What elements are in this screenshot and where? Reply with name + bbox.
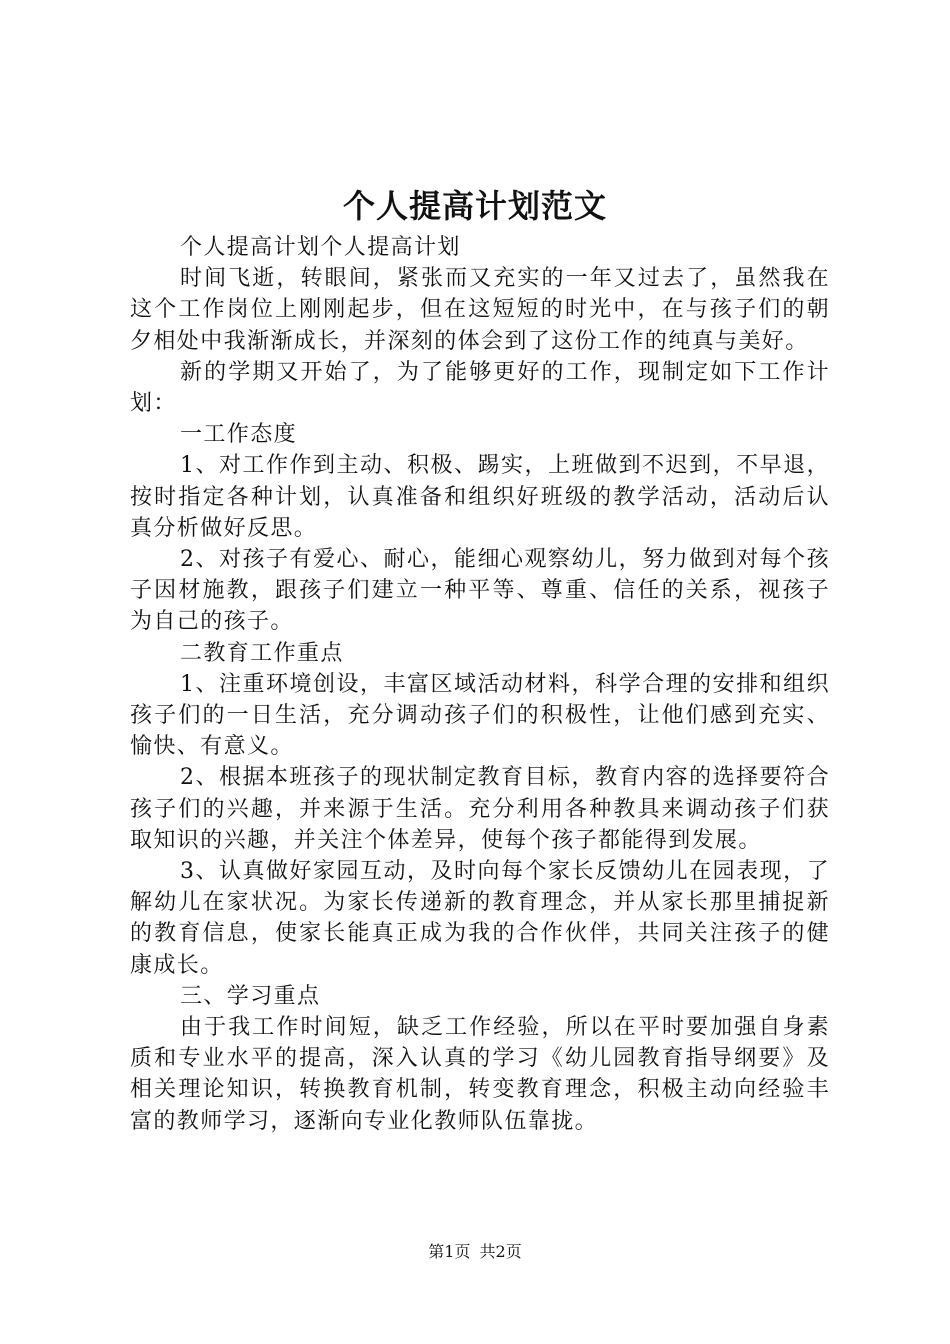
- paragraph-attitude-2: 2、对孩子有爱心、耐心，能细心观察幼儿，努力做到对每个孩子因材施教，跟孩子们建立一种平等、尊重、信任的关系，视孩子为自己的孩子。: [130, 547, 830, 635]
- section-heading-study: 三、学习重点: [180, 983, 321, 1009]
- section-heading-education: 二教育工作重点: [180, 640, 344, 666]
- paragraph-study: 由于我工作时间短，缺乏工作经验，所以在平时要加强自身素质和专业水平的提高，深入认真的学习《幼儿园教育指导纲要》及相关理论知识，转换教育机制，转变教育理念，积极主动向经验丰富的教师学习，逐渐向专业化教师队伍靠拢。: [130, 1015, 830, 1134]
- page-footer: [0, 1241, 950, 1263]
- paragraph-heading-line: 个人提高计划个人提高计划: [180, 235, 461, 260]
- paragraph-plan-intro: 新的学期又开始了，为了能够更好的工作，现制定如下工作计划：: [130, 359, 830, 417]
- paragraph-education-1: 1、注重环境创设，丰富区域活动材料，科学合理的安排和组织孩子们的一日生活，充分调动孩子们的积极性，让他们感到充实、愉快、有意义。: [130, 671, 830, 760]
- paragraph-intro: 时间飞逝，转眼间，紧张而又充实的一年又过去了，虽然我在这个工作岗位上刚刚起步，但在这短短的时光中，在与孩子们的朝夕相处中我渐渐成长，并深刻的体会到了这份工作的纯真与美好。: [130, 266, 830, 354]
- paragraph-attitude-1: 1、对工作作到主动、积极、踢实，上班做到不迟到，不早退，按时指定各种计划，认真准备和组织好班级的教学活动，活动后认真分析做好反思。: [130, 453, 830, 541]
- page-number: 第1页: [428, 1242, 471, 1261]
- section-heading-attitude: 一工作态度: [180, 422, 298, 448]
- paragraph-education-3: 3、认真做好家园互动，及时向每个家长反馈幼儿在园表现，了解幼儿在家状况。为家长传递新的教育理念，并从家长那里捕捉新的教育信息，使家长能真正成为我的合作伙伴，共同关注孩子的健康成长。: [130, 859, 830, 978]
- page-total: 共2页: [479, 1242, 522, 1261]
- paragraph-education-2: 2、根据本班孩子的现状制定教育目标，教育内容的选择要符合孩子们的兴趣，并来源于生活。充分利用各种教具来调动孩子们获取知识的兴趣，并关注个体差异，使每个孩子都能得到发展。: [130, 765, 830, 853]
- document-body: [130, 232, 830, 1137]
- document-title: 个人提高计划范文: [342, 187, 607, 225]
